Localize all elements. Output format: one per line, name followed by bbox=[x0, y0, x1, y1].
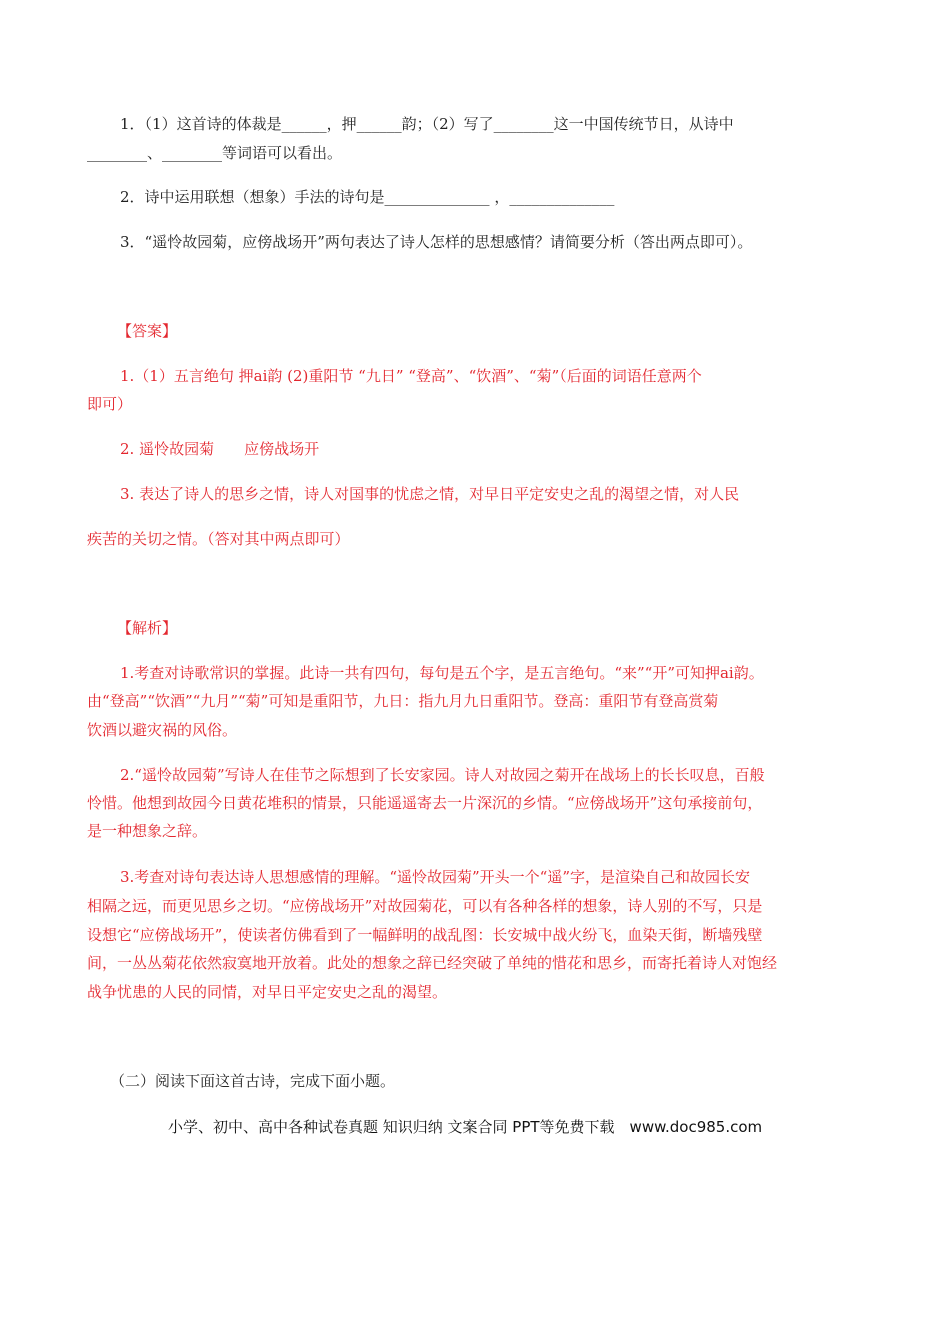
analysis-line: 1.考查对诗歌常识的掌握。此诗一共有四句，每句是五个字，是五言绝句。“来”“开”可知押ai韵。 bbox=[120, 664, 764, 682]
analysis-line: 设想它“应傍战场开”，使读者仿佛看到了一幅鲜明的战乱图：长安城中战火纷飞，血染天街，断墙残壁 bbox=[87, 926, 763, 944]
analysis-line: 怜惜。他想到故园今日黄花堆积的情景，只能遥遥寄去一片深沉的乡情。“应傍战场开”这句承接前句， bbox=[87, 794, 763, 812]
answer-line: 疾苦的关切之情。（答对其中两点即可） bbox=[87, 530, 350, 548]
answer-line: 即可） bbox=[87, 395, 133, 413]
question-2: 2．诗中运用联想（想象）手法的诗句是______________ ，______________ bbox=[120, 188, 615, 206]
answer-line: 3. 表达了诗人的思乡之情，诗人对国事的忧虑之情，对早日平定安史之乱的渴望之情，对人民 bbox=[120, 485, 740, 503]
analysis-line: 饮酒以避灾祸的风俗。 bbox=[87, 721, 238, 739]
analysis-line: 间，一丛丛菊花依然寂寞地开放着。此处的想象之辞已经突破了单纯的惜花和思乡，而寄托着诗人对饱经 bbox=[87, 954, 778, 972]
answer-heading: 【答案】 bbox=[117, 322, 178, 340]
footer-text: 小学、初中、高中各种试卷真题 知识归纳 文案合同 PPT等免费下载 www.doc985.com bbox=[168, 1118, 763, 1136]
analysis-line: 战争忧患的人民的同情，对早日平定安史之乱的渴望。 bbox=[87, 983, 448, 1001]
analysis-line: 2.“遥怜故园菊”写诗人在佳节之际想到了长安家园。诗人对故园之菊开在战场上的长长叹息，百般 bbox=[120, 766, 765, 784]
question-3: 3．“遥怜故园菊，应傍战场开”两句表达了诗人怎样的思想感情？请简要分析（答出两点即可）。 bbox=[120, 233, 753, 251]
analysis-line: 由“登高”“饮酒”“九月”“菊”可知是重阳节，九日：指九月九日重阳节。登高：重阳节有登高赏菊 bbox=[87, 692, 719, 710]
analysis-line: 相隔之远，而更见思乡之切。“应傍战场开”对故园菊花，可以有各种各样的想象，诗人别的不写，只是 bbox=[87, 897, 763, 915]
answer-line: 2. 遥怜故园菊 应傍战场开 bbox=[120, 440, 320, 458]
analysis-heading: 【解析】 bbox=[117, 619, 178, 637]
question-1-line-1: 1．（1）这首诗的体裁是______，押______韵；（2）写了________这一中国传统节日，从诗中 bbox=[120, 115, 734, 133]
answer-line: 1.（1）五言绝句 押ai韵 (2)重阳节 “九日” “登高”、“饮酒”、“菊”（后面的词语任意两个 bbox=[120, 367, 702, 385]
section-2-heading: （二）阅读下面这首古诗，完成下面小题。 bbox=[110, 1072, 396, 1090]
analysis-line: 3.考查对诗句表达诗人思想感情的理解。“遥怜故园菊”开头一个“遥”字，是渲染自己和故园长安 bbox=[120, 868, 750, 886]
analysis-line: 是一种想象之辞。 bbox=[87, 822, 208, 840]
question-1-line-2: ________、________等词语可以看出。 bbox=[87, 144, 343, 162]
